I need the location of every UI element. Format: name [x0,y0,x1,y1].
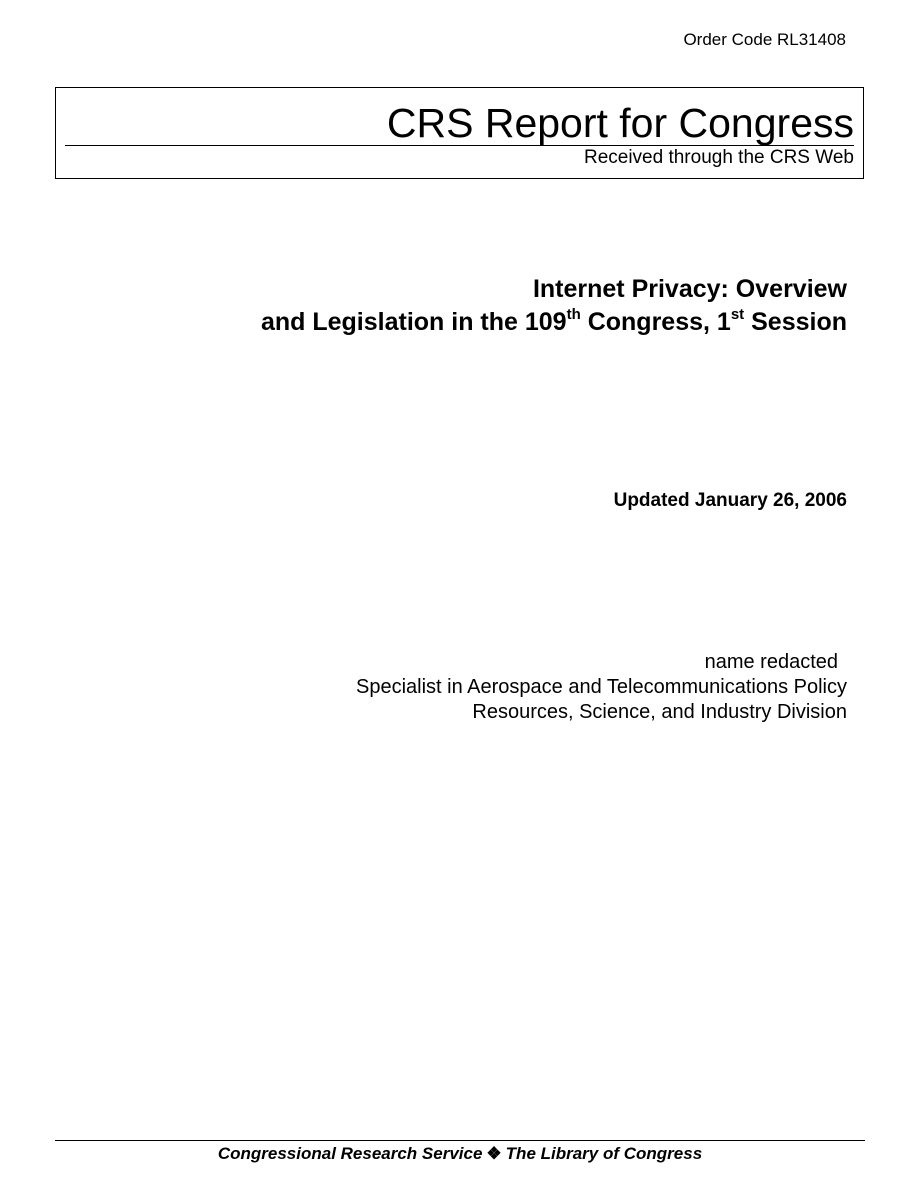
report-title-line-2 [261,306,847,339]
author-name: name redacted [704,651,838,673]
footer-divider [55,1140,865,1141]
masthead-subtitle: Received through the CRS Web [583,147,854,168]
title-line-2-text-a: and Legislation in the 109 [260,308,567,336]
title-line-2-text-b: Congress, 1 [580,308,731,336]
title-line-2-text-c: Session [744,308,847,336]
title-superscript-th: th [566,305,581,323]
report-title [261,273,847,339]
footer [55,1143,865,1165]
author-block [356,650,847,725]
order-code: Order Code RL31408 [683,30,846,49]
updated-date: Updated January 26, 2006 [613,490,847,511]
author-position: Specialist in Aerospace and Telecommunications Policy [355,676,847,698]
masthead-title: CRS Report for Congress [386,100,854,146]
footer-org: Congressional Research Service [217,1144,483,1163]
author-division: Resources, Science, and Industry Division [472,701,847,723]
masthead-divider [65,145,854,146]
masthead-box [55,87,864,179]
report-title-line-1: Internet Privacy: Overview [532,275,847,303]
title-superscript-st: st [730,305,745,323]
four-diamond-ornament-icon: ❖ [486,1144,502,1163]
footer-library: The Library of Congress [505,1144,703,1163]
